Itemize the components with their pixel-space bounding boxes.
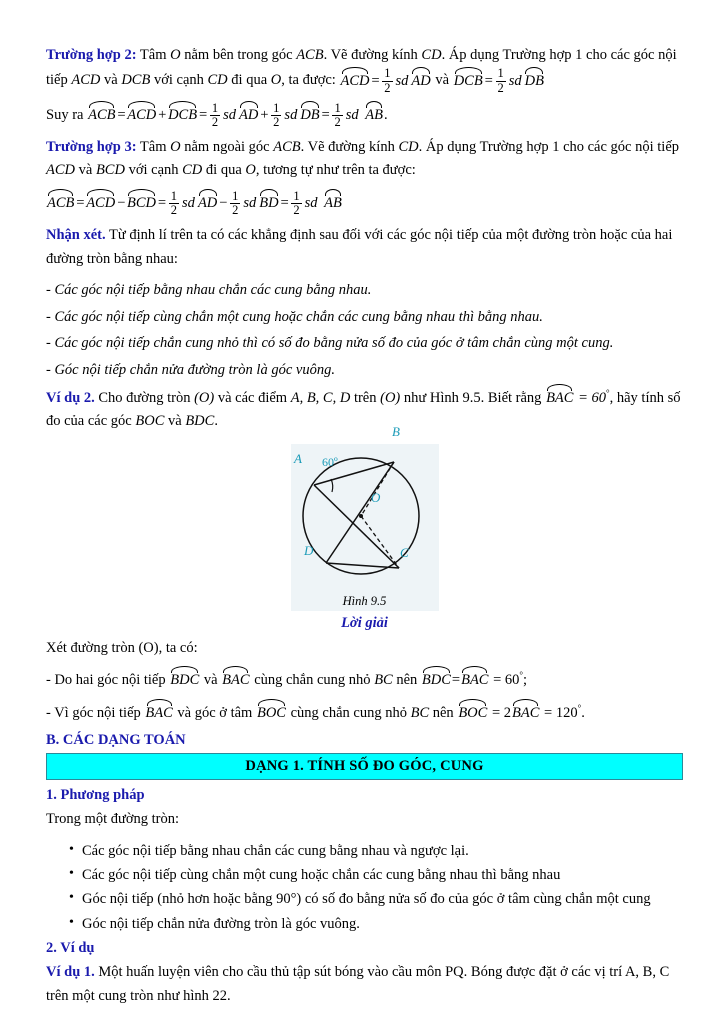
arc-AD-2: AD	[239, 102, 258, 127]
case-3-t4: . Áp dụng Trường hợp 1 cho các góc nội tiếp	[418, 138, 680, 155]
vi-du-2-t3: trên	[350, 389, 381, 406]
angle-ACD: ACD	[71, 72, 101, 89]
solution-line-2	[46, 700, 683, 725]
chord-CD-4: CD	[182, 162, 203, 179]
circle-O: (O)	[194, 389, 215, 406]
case-3-t1: Tâm	[136, 138, 171, 155]
method-bullet-list	[46, 839, 683, 936]
arc-ACD-2: ACD	[127, 102, 156, 127]
fraction-half-4: $\frac{1}{2}$	[273, 100, 280, 129]
vi-du-2-t2: và các điểm	[214, 389, 291, 406]
sol2-e: = 2	[488, 704, 511, 721]
arc-DCB: DCB	[454, 68, 483, 93]
case-3-t2: nằm ngoài góc	[180, 138, 274, 155]
chord-CD: CD	[421, 47, 442, 63]
sol2-a: - Vì góc nội tiếp	[46, 704, 145, 721]
nhan-xet-label: Nhận xét.	[46, 227, 106, 244]
vi-du-2-t7: .	[214, 413, 218, 430]
figure-container	[46, 444, 683, 611]
arc-ACB-3: ACB	[47, 190, 74, 215]
point-O-2: O	[270, 72, 282, 89]
arc-BOC-2: BOC	[458, 700, 487, 725]
case-2-t8: , ta được:	[281, 72, 340, 89]
method-item-0: • Các góc nội tiếp bằng nhau chắn các cung bằng nhau và ngược lại.	[82, 839, 683, 863]
case-3-label: Trường hợp 3:	[46, 138, 137, 155]
sd-operator-5: sd	[345, 106, 359, 123]
sol2-b: và góc ở tâm	[173, 704, 256, 721]
nhan-xet-item-0: - Các góc nội tiếp bằng nhau chắn các cung bằng nhau.	[46, 282, 372, 299]
circle-diagram-svg	[291, 448, 431, 588]
sd-operator-6: sd	[182, 195, 195, 212]
arc-BAC-2: BAC	[222, 667, 249, 692]
arc-DB-2: DB	[300, 102, 319, 127]
equation-case-3: ACB=ACD−BCD= $\frac{1}{2}$ sd AD− $\frac{1}{2}$ sd BD= $\frac{1}{2}$ sd AB	[47, 188, 342, 218]
angle-BCD: BCD	[95, 162, 125, 179]
suy-ra-period: .	[383, 106, 388, 123]
chord-D-C	[326, 563, 399, 568]
method-item-3: • Góc nội tiếp chắn nửa đường tròn là góc vuông.	[82, 912, 683, 936]
arc-ACD-4: ACD	[86, 190, 115, 215]
sd-operator-3: sd	[223, 106, 237, 123]
arc-BAC-4: BAC	[145, 700, 172, 725]
example-1-text: Một huấn luyện viên cho cầu thủ tập sút bóng vào cầu môn PQ. Bóng được đặt ở các vị trí A, B, C trên một cung tròn như hình 22.	[46, 964, 670, 1004]
paragraph-case-3	[46, 136, 683, 183]
case-3-t6: đi qua	[202, 162, 246, 179]
arc-BAC-5: BAC	[512, 700, 539, 725]
figure-label-C: C	[400, 545, 409, 560]
angle-arc-at-A	[331, 479, 333, 492]
case-2-and: và	[431, 72, 453, 89]
solution-heading: Lời giải	[341, 614, 388, 631]
solution-intro: Xét đường tròn (O), ta có:	[46, 639, 198, 656]
case-2-t1: Tâm	[136, 47, 171, 63]
figure-label-B: B	[392, 424, 400, 439]
arc-AD: AD	[411, 68, 430, 93]
paragraph-suy-ra	[46, 102, 683, 129]
case-3-t7: , tương tự như trên ta được:	[255, 162, 416, 179]
dang-1-banner: DẠNG 1. TÍNH SỐ ĐO GÓC, CUNG	[46, 753, 683, 780]
fraction-half-3: $\frac{1}{2}$	[211, 100, 219, 129]
arc-ACB: ACB	[88, 102, 115, 127]
sol2-f: = 120	[540, 704, 578, 721]
points-list: A, B, C, D	[290, 389, 351, 406]
sol1-e: = 60	[489, 672, 520, 689]
arc-AB: AB	[365, 102, 383, 127]
nhan-xet-item-2: - Các góc nội tiếp chắn cung nhỏ thì có số đo bằng nửa số đo của góc ở tâm chắn cùng một cung.	[46, 335, 614, 352]
equation-DCB: DCB= $\frac{1}{2}$ sd DB	[453, 66, 544, 95]
sd-operator-2: sd	[508, 72, 522, 89]
sol1-f: ;	[523, 672, 528, 689]
sd-operator-1: sd	[395, 72, 409, 89]
solution-line-1: - Do hai góc nội tiếp BDC và BAC cùng chắn cung nhỏ BC nên BDC=BAC = 60°;	[46, 667, 683, 692]
method-heading: 1. Phương pháp	[46, 787, 145, 804]
radius-O-C	[361, 516, 399, 568]
sd-operator-4: sd	[284, 106, 298, 123]
degree-symbol-2: °	[519, 670, 524, 681]
arc-BAC-3: BAC	[461, 667, 488, 692]
paragraph-case-2	[46, 44, 683, 95]
case-3-t3: . Vẽ đường kính	[300, 138, 399, 155]
case-2-t2: nằm bên trong góc	[180, 47, 297, 63]
arc-AB-2: AB	[324, 190, 342, 215]
arc-BC-2: BC	[410, 704, 430, 721]
paragraph-vi-du-2	[46, 385, 683, 434]
sol1-b: và	[200, 672, 222, 689]
sol1-d: nên	[392, 672, 421, 689]
sol1-c: cùng chắn cung nhỏ	[250, 672, 375, 689]
center-point-dot	[359, 514, 363, 518]
circle-O-2: (O)	[380, 389, 401, 406]
arc-BOC: BOC	[257, 700, 286, 725]
sd-operator-8: sd	[304, 195, 318, 212]
case-2-t7: đi qua	[227, 72, 271, 89]
arc-BAC: BAC	[546, 385, 573, 410]
point-O-3: O	[170, 138, 181, 155]
figure-caption: Hình 9.5	[342, 593, 387, 608]
figure-label-D: D	[304, 543, 314, 558]
nhan-xet-item-3: - Góc nội tiếp chắn nửa đường tròn là góc vuông.	[46, 362, 335, 379]
chord-B-D	[326, 462, 394, 563]
fraction-half-1: $\frac{1}{2}$	[384, 66, 391, 95]
nhan-xet-text: Từ định lí trên ta có các khẳng định sau đối với các góc nội tiếp của một đường tròn hoặc của hai đường tròn bằng nhau:	[46, 227, 673, 267]
vi-du-2-t5: , hãy tính số đo của các góc	[46, 389, 681, 430]
chord-A-C	[314, 485, 399, 568]
sd-operator-7: sd	[243, 195, 257, 212]
angle-DCB: DCB	[121, 72, 151, 89]
suy-ra-prefix: Suy ra	[46, 106, 88, 123]
eq-60: = 60	[574, 389, 606, 406]
vi-du-2-t1: Cho đường tròn	[94, 389, 195, 406]
angle-BOC: BOC	[135, 413, 165, 430]
arc-BD: BD	[259, 190, 278, 215]
case-2-t3: . Vẽ đường kính	[323, 47, 422, 63]
angle-ACD-3: ACD	[46, 162, 75, 179]
case-2-t6: với cạnh	[150, 72, 208, 89]
case-2-t5: và	[100, 72, 122, 89]
sol2-c: cùng chắn cung nhỏ	[286, 704, 411, 721]
chord-CD-3: CD	[398, 138, 419, 155]
case-2-label: Trường hợp 2:	[46, 47, 137, 63]
equation-BAC-60	[545, 387, 610, 406]
fraction-half-5: $\frac{1}{2}$	[334, 100, 341, 129]
point-O: O	[170, 47, 181, 63]
fraction-half-2: $\frac{1}{2}$	[497, 66, 504, 95]
angle-ACB-3: ACB	[273, 138, 301, 155]
fraction-half-8: $\frac{1}{2}$	[293, 188, 300, 218]
case-2-t4: . Áp dụng Trường hợp 1 cho các góc nội tiếp	[46, 47, 677, 89]
angle-BDC: BDC	[185, 413, 215, 430]
figure-label-O: O	[371, 490, 381, 505]
arc-DCB-2: DCB	[168, 102, 197, 127]
sol2-g: .	[581, 704, 585, 721]
arc-BC-1: BC	[374, 672, 393, 689]
example-heading: 2. Ví dụ	[46, 940, 95, 957]
case-3-t5: với cạnh	[124, 162, 183, 179]
method-item-2: • Góc nội tiếp (nhỏ hơn hoặc bằng 90°) có số đo bằng nửa số đo của góc ở tâm cùng chắn một cung	[82, 887, 683, 911]
example-1-paragraph	[46, 961, 683, 1008]
arc-BDC: BDC	[170, 667, 199, 692]
fraction-half-7: $\frac{1}{2}$	[232, 188, 239, 218]
vi-du-2-t6: và	[164, 413, 186, 430]
equation-ACD: ACD= $\frac{1}{2}$ sd AD	[340, 66, 431, 95]
nhan-xet-item-1: - Các góc nội tiếp cùng chắn một cung hoặc chắn các cung bằng nhau thì bằng nhau.	[46, 308, 543, 325]
vi-du-2-label: Ví dụ 2.	[46, 389, 95, 406]
figure-angle-label: 60º	[322, 455, 338, 469]
vi-du-2-t4: như Hình 9.5. Biết rằng	[400, 389, 546, 406]
chord-CD-2: CD	[207, 72, 228, 89]
arc-ACD: ACD	[340, 68, 369, 93]
method-item-1: • Các góc nội tiếp cùng chắn một cung hoặc chắn các cung bằng nhau thì bằng nhau	[82, 863, 683, 887]
arc-AD-3: AD	[198, 190, 217, 215]
paragraph-nhan-xet	[46, 224, 683, 271]
figure-label-A: A	[294, 451, 302, 466]
degree-symbol-1: °	[606, 387, 610, 398]
arc-BDC-2: BDC	[422, 667, 451, 692]
arc-DB: DB	[525, 68, 544, 93]
point-O-4: O	[245, 162, 256, 179]
section-b-title: B. CÁC DẠNG TOÁN	[46, 732, 186, 749]
case-3-and: và	[75, 162, 96, 179]
fraction-half-6: $\frac{1}{2}$	[170, 188, 178, 218]
angle-ACB: ACB	[296, 47, 324, 63]
arc-BCD: BCD	[127, 190, 156, 215]
method-intro: Trong một đường tròn:	[46, 811, 180, 828]
sol1-a: - Do hai góc nội tiếp	[46, 672, 170, 689]
equation-suy-ra: ACB=ACD+DCB= $\frac{1}{2}$ sd AD+ $\frac{1}{2}$ sd DB= $\frac{1}{2}$ sd AB	[88, 100, 383, 129]
sol2-d: nên	[429, 704, 458, 721]
example-1-label: Ví dụ 1.	[46, 964, 95, 981]
degree-symbol-3: °	[577, 702, 582, 713]
geometry-figure	[291, 444, 439, 611]
